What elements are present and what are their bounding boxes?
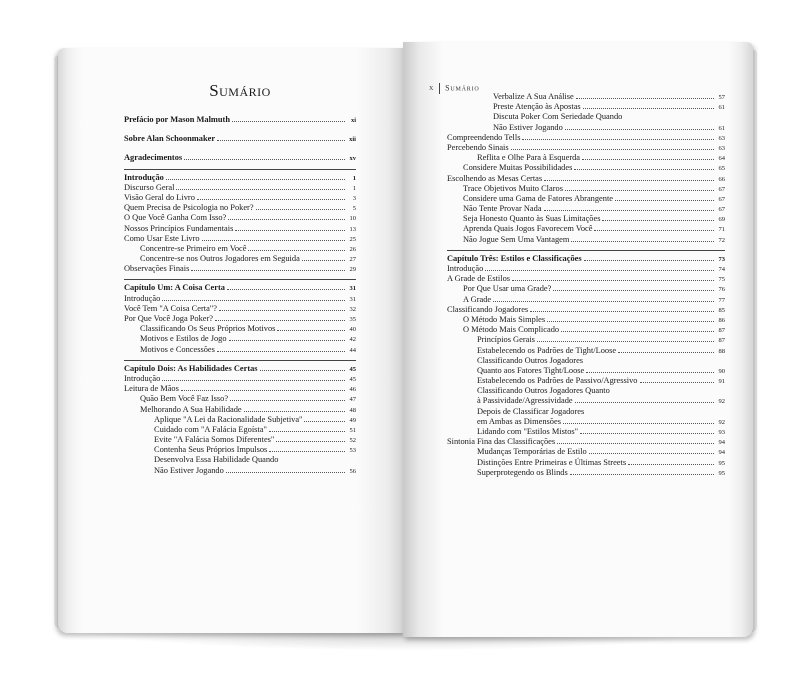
dot-leader bbox=[561, 325, 714, 332]
toc-entry-page: 64 bbox=[718, 155, 725, 163]
toc-entry-page: 87 bbox=[718, 327, 725, 335]
toc-entry bbox=[124, 294, 356, 304]
toc-entry bbox=[447, 274, 725, 284]
toc-entry-page: 48 bbox=[349, 406, 356, 414]
toc-entry bbox=[124, 244, 356, 254]
toc-entry-title: Estabelecendo os Padrões de Passivo/Agressivo bbox=[477, 376, 638, 386]
toc-entry bbox=[447, 366, 725, 376]
dot-leader bbox=[511, 143, 714, 150]
toc-entry-title: Melhorando A Sua Habilidade bbox=[140, 404, 242, 414]
toc-entry bbox=[124, 283, 356, 293]
dot-leader bbox=[217, 134, 345, 141]
toc-entry bbox=[447, 153, 725, 163]
toc-list-left bbox=[124, 115, 356, 476]
toc-entry-page: 32 bbox=[349, 305, 356, 313]
toc-entry-page: 31 bbox=[349, 295, 356, 303]
toc-entry-page: 44 bbox=[349, 346, 356, 354]
toc-entry bbox=[447, 325, 725, 335]
dot-leader bbox=[584, 254, 714, 261]
toc-entry bbox=[124, 314, 356, 324]
toc-entry bbox=[447, 224, 725, 234]
toc-entry-title: Aplique "A Lei da Racionalidade Subjetiva" bbox=[154, 414, 303, 424]
toc-entry bbox=[447, 264, 725, 274]
toc-entry bbox=[124, 345, 356, 355]
toc-entry bbox=[124, 173, 356, 183]
toc-entry bbox=[124, 334, 356, 344]
running-head-title: Sumário bbox=[445, 83, 480, 93]
toc-entry bbox=[447, 102, 725, 112]
toc-entry-title: Prefácio por Mason Malmuth bbox=[124, 115, 230, 124]
section-rule bbox=[124, 279, 356, 280]
toc-entry-page: 27 bbox=[349, 256, 356, 264]
toc-entry-page: 1 bbox=[352, 184, 356, 192]
toc-entry-page: 73 bbox=[718, 255, 725, 263]
toc-entry-page: 45 bbox=[349, 375, 356, 383]
dot-leader bbox=[530, 305, 714, 312]
dot-leader bbox=[594, 224, 714, 231]
toc-entry-title: Desenvolva Essa Habilidade Quando bbox=[154, 455, 279, 465]
toc-entry bbox=[124, 394, 356, 404]
toc-entry-title: Classificando Outros Jogadores bbox=[477, 355, 584, 365]
toc-entry-title: Considere uma Gama de Fatores Abrangente bbox=[463, 193, 614, 203]
toc-entry-title: Depois de Classificar Jogadores bbox=[477, 406, 585, 416]
toc-entry bbox=[447, 346, 725, 356]
dot-leader bbox=[235, 224, 345, 231]
toc-entry-title: Classificando Outros Jogadores Quanto bbox=[477, 386, 610, 396]
toc-entry-title: Verbalize A Sua Análise bbox=[493, 92, 574, 101]
toc-entry bbox=[447, 427, 725, 437]
dot-leader bbox=[640, 376, 715, 383]
toc-entry-title: Concentre-se Primeiro em Você bbox=[140, 243, 247, 253]
toc-entry-title: Capítulo Três: Estilos e Classificações bbox=[447, 253, 582, 263]
toc-entry bbox=[447, 376, 725, 386]
toc-entry-title: Leitura de Mãos bbox=[124, 384, 179, 394]
dot-leader bbox=[618, 346, 714, 353]
toc-entry-page: 86 bbox=[718, 316, 725, 324]
toc-entry-title: Trace Objetivos Muito Claros bbox=[463, 183, 563, 193]
dot-leader bbox=[485, 264, 714, 271]
toc-entry-title: Discuta Poker Com Seriedade Quando bbox=[493, 112, 623, 122]
toc-entry-title: Superprotegendo os Blinds bbox=[477, 467, 568, 477]
toc-entry bbox=[124, 153, 356, 163]
toc-entry bbox=[124, 115, 356, 125]
toc-entry-page: 63 bbox=[718, 134, 725, 142]
toc-entry bbox=[124, 203, 356, 213]
toc-entry bbox=[447, 386, 725, 396]
section-rule bbox=[447, 250, 725, 251]
toc-entry-page: 52 bbox=[349, 437, 356, 445]
toc-entry bbox=[447, 133, 725, 143]
toc-entry bbox=[447, 284, 725, 294]
toc-entry-page: 31 bbox=[349, 285, 356, 293]
toc-entry-title: Não Jogue Sem Uma Vantagem bbox=[463, 234, 570, 244]
toc-entry-page: 3 bbox=[352, 194, 356, 202]
toc-entry bbox=[447, 194, 725, 204]
running-head-divider bbox=[439, 83, 440, 94]
dot-leader bbox=[547, 315, 714, 322]
toc-entry bbox=[447, 92, 725, 102]
dot-leader bbox=[544, 204, 714, 211]
toc-entry-title: Não Tente Provar Nada bbox=[463, 204, 542, 214]
toc-entry-title: Escolhendo as Mesas Certas bbox=[447, 173, 543, 183]
dot-leader bbox=[589, 447, 714, 454]
toc-entry-page: 56 bbox=[349, 467, 356, 475]
page-title: Sumário bbox=[209, 81, 271, 100]
toc-entry-title: Introdução bbox=[124, 373, 161, 383]
toc-entry-page: 93 bbox=[718, 429, 725, 436]
dot-leader bbox=[197, 193, 345, 200]
dot-leader bbox=[176, 183, 345, 190]
dot-leader bbox=[227, 283, 345, 290]
toc-entry-page: 13 bbox=[349, 225, 356, 233]
section-rule bbox=[124, 360, 356, 361]
dot-leader bbox=[228, 213, 345, 220]
toc-entry-page: 88 bbox=[718, 347, 725, 355]
toc-entry-title: Visão Geral do Livro bbox=[124, 192, 195, 202]
toc-entry bbox=[447, 407, 725, 417]
dot-leader bbox=[191, 264, 345, 271]
dot-leader bbox=[166, 173, 345, 180]
toc-entry-title: em Ambas as Dimensões bbox=[477, 416, 561, 426]
toc-entry-page: 45 bbox=[349, 365, 356, 373]
dot-leader bbox=[256, 203, 345, 210]
toc-entry bbox=[447, 295, 725, 305]
toc-entry-page: 49 bbox=[349, 416, 356, 424]
toc-entry bbox=[447, 335, 725, 345]
toc-entry-title: Sintonia Fina das Classificações bbox=[447, 437, 556, 447]
toc-entry-page: 61 bbox=[718, 124, 725, 132]
toc-entry bbox=[124, 134, 356, 144]
dot-leader bbox=[215, 314, 345, 321]
dot-leader bbox=[522, 133, 714, 140]
dot-leader bbox=[304, 415, 345, 422]
toc-entry-title: Contenha Seus Próprios Impulsos bbox=[154, 445, 268, 455]
toc-entry bbox=[124, 213, 356, 223]
toc-entry bbox=[447, 254, 725, 264]
toc-entry-title: Motivos e Estilos de Jogo bbox=[140, 334, 227, 344]
dot-leader bbox=[493, 295, 714, 302]
toc-entry-page: 90 bbox=[718, 367, 725, 375]
toc-entry-title: Discurso Geral bbox=[124, 182, 175, 192]
toc-entry-page: 47 bbox=[349, 396, 356, 404]
toc-entry-title: Quão Bem Você Faz Isso? bbox=[140, 394, 229, 404]
toc-entry-page: 66 bbox=[718, 175, 725, 183]
toc-entry bbox=[124, 425, 356, 435]
toc-entry bbox=[447, 305, 725, 315]
toc-entry bbox=[124, 364, 356, 374]
toc-entry-title: Não Estiver Jogando bbox=[493, 122, 563, 132]
toc-entry bbox=[124, 304, 356, 314]
toc-entry-page: 53 bbox=[349, 447, 356, 455]
toc-entry-page: 61 bbox=[718, 104, 725, 112]
toc-entry bbox=[447, 468, 725, 478]
toc-entry-title: Aprenda Quais Jogos Favorecem Você bbox=[463, 224, 593, 234]
section-rule bbox=[124, 169, 356, 170]
dot-leader bbox=[162, 294, 345, 301]
toc-entry-page: 72 bbox=[718, 236, 725, 244]
toc-entry-page: xi bbox=[350, 117, 356, 124]
dot-leader bbox=[269, 445, 345, 452]
toc-entry-page: 76 bbox=[718, 286, 725, 294]
toc-entry-page: 77 bbox=[718, 296, 725, 304]
dot-leader bbox=[583, 102, 714, 109]
toc-entry-page: 46 bbox=[349, 386, 356, 394]
left-page bbox=[58, 48, 406, 633]
left-toc bbox=[124, 82, 356, 476]
toc-entry bbox=[124, 435, 356, 445]
dot-leader bbox=[602, 214, 714, 221]
dot-leader bbox=[586, 366, 714, 373]
dot-leader bbox=[276, 435, 345, 442]
toc-entry-title: Quem Precisa de Psicologia no Poker? bbox=[124, 203, 254, 213]
toc-entry-title: Lidando com "Estilos Mistos" bbox=[477, 427, 579, 436]
toc-entry-page: 92 bbox=[718, 418, 725, 426]
toc-entry-page: 95 bbox=[718, 459, 725, 467]
toc-entry-page: 26 bbox=[349, 245, 356, 253]
toc-entry-page: 69 bbox=[718, 216, 725, 224]
toc-entry-title: Preste Atenção às Apostas bbox=[493, 102, 581, 112]
toc-entry-page: 65 bbox=[718, 165, 725, 173]
toc-entry-page: 71 bbox=[718, 226, 725, 234]
toc-entry-title: Classificando Os Seus Próprios Motivos bbox=[140, 324, 276, 334]
toc-entry bbox=[124, 254, 356, 264]
toc-entry-title: Considere Muitas Possibilidades bbox=[463, 163, 573, 173]
toc-entry-page: 35 bbox=[349, 316, 356, 323]
dot-leader bbox=[582, 153, 714, 160]
dot-leader bbox=[244, 405, 345, 412]
toc-entry-title: à Passividade/Agressividade bbox=[477, 396, 573, 406]
toc-entry bbox=[124, 193, 356, 203]
toc-entry bbox=[124, 415, 356, 425]
toc-entry-page: 95 bbox=[718, 469, 725, 477]
toc-list-right bbox=[447, 92, 725, 478]
dot-leader bbox=[553, 284, 714, 291]
toc-entry bbox=[124, 445, 356, 455]
page-number: x bbox=[429, 83, 435, 93]
toc-entry bbox=[447, 417, 725, 427]
dot-leader bbox=[232, 115, 345, 122]
toc-entry bbox=[447, 437, 725, 447]
dot-leader bbox=[574, 163, 714, 170]
dot-leader bbox=[544, 174, 714, 181]
toc-entry-title: Reflita e Olhe Para à Esquerda bbox=[477, 153, 581, 163]
toc-entry bbox=[447, 163, 725, 173]
dot-leader bbox=[217, 345, 345, 352]
toc-entry-page: 92 bbox=[718, 398, 725, 406]
dot-leader bbox=[575, 396, 714, 403]
toc-entry-title: O Método Mais Complicado bbox=[463, 325, 560, 335]
dot-leader bbox=[181, 384, 345, 391]
toc-entry bbox=[447, 204, 725, 214]
toc-entry bbox=[447, 458, 725, 468]
toc-entry-title: Estabelecendo os Padrões de Tight/Loose bbox=[477, 345, 617, 355]
toc-entry-title: O Que Você Ganha Com Isso? bbox=[124, 213, 227, 223]
toc-entry bbox=[447, 143, 725, 153]
toc-entry-title: Classificando Jogadores bbox=[447, 304, 529, 314]
dot-leader bbox=[226, 466, 345, 473]
toc-entry bbox=[447, 123, 725, 133]
toc-entry-title: Distinções Entre Primeiras e Últimas Streets bbox=[477, 457, 627, 467]
toc-entry bbox=[447, 396, 725, 406]
toc-entry-page: 75 bbox=[718, 276, 725, 284]
toc-entry-page: 25 bbox=[349, 235, 356, 243]
toc-entry bbox=[447, 315, 725, 325]
toc-entry bbox=[124, 183, 356, 193]
toc-entry-title: Cuidado com "A Falácia Egoísta" bbox=[154, 424, 267, 434]
toc-entry-page: 74 bbox=[718, 266, 725, 273]
toc-entry-title: Por Que Você Joga Poker? bbox=[124, 314, 214, 323]
dot-leader bbox=[537, 335, 714, 342]
toc-entry-page: 67 bbox=[718, 195, 725, 203]
toc-entry bbox=[124, 405, 356, 415]
toc-entry bbox=[447, 174, 725, 184]
toc-entry-title: Não Estiver Jogando bbox=[154, 465, 224, 475]
toc-entry-page: 85 bbox=[718, 306, 725, 314]
dot-leader bbox=[162, 374, 345, 381]
toc-entry-title: Princípios Gerais bbox=[477, 335, 535, 345]
toc-entry-title: Introdução bbox=[124, 172, 164, 182]
toc-entry bbox=[447, 235, 725, 245]
toc-entry-title: O Método Mais Simples bbox=[463, 314, 546, 324]
toc-entry-page: xii bbox=[349, 136, 356, 144]
toc-entry-title: Você Tem "A Coisa Certa"? bbox=[124, 303, 217, 313]
dot-leader bbox=[628, 458, 714, 465]
dot-leader bbox=[248, 244, 345, 251]
toc-entry-title: A Grade bbox=[463, 294, 492, 304]
dot-leader bbox=[260, 364, 345, 371]
toc-entry-page: 1 bbox=[352, 174, 356, 182]
toc-entry-page: 5 bbox=[352, 205, 356, 213]
toc-entry-title: Agradecimentos bbox=[124, 153, 183, 163]
toc-entry bbox=[124, 224, 356, 234]
toc-entry-title: Percebendo Sinais bbox=[447, 142, 509, 152]
toc-entry-page: 51 bbox=[349, 426, 356, 434]
dot-leader bbox=[184, 153, 345, 160]
dot-leader bbox=[565, 184, 714, 191]
toc-entry-title: Mudanças Temporárias de Estilo bbox=[477, 447, 587, 457]
toc-entry-page: 94 bbox=[718, 439, 725, 447]
toc-entry-title: Nossos Princípios Fundamentais bbox=[124, 223, 234, 233]
toc-entry-page: 57 bbox=[718, 94, 725, 101]
toc-entry bbox=[447, 184, 725, 194]
dot-leader bbox=[557, 437, 714, 444]
toc-entry bbox=[124, 455, 356, 465]
dot-leader bbox=[580, 427, 714, 434]
toc-entry bbox=[447, 214, 725, 224]
toc-entry-page: 29 bbox=[349, 266, 356, 274]
toc-entry bbox=[447, 356, 725, 366]
toc-entry-title: Como Usar Este Livro bbox=[124, 233, 200, 243]
dot-leader bbox=[302, 254, 345, 261]
toc-entry-title: Quanto aos Fatores Tight/Loose bbox=[477, 365, 585, 375]
right-toc bbox=[447, 92, 725, 478]
dot-leader bbox=[570, 468, 714, 475]
toc-entry bbox=[124, 374, 356, 384]
toc-entry-title: Introdução bbox=[447, 264, 484, 273]
dot-leader bbox=[565, 123, 714, 130]
toc-entry-title: Capítulo Um: A Coisa Certa bbox=[124, 283, 225, 293]
dot-leader bbox=[512, 274, 714, 281]
toc-entry bbox=[124, 466, 356, 476]
dot-leader bbox=[230, 394, 345, 401]
toc-entry-title: Por Que Usar uma Grade? bbox=[463, 284, 552, 294]
toc-entry-page: 63 bbox=[718, 144, 725, 152]
toc-entry bbox=[124, 264, 356, 274]
toc-entry bbox=[124, 324, 356, 334]
toc-entry-title: A Grade de Estilos bbox=[447, 274, 511, 284]
toc-entry-page: 67 bbox=[718, 206, 725, 214]
toc-entry-title: Sobre Alan Schoonmaker bbox=[124, 134, 216, 144]
toc-entry-title: Introdução bbox=[124, 293, 161, 303]
toc-entry-title: Compreendendo Tells bbox=[447, 132, 521, 142]
toc-entry-page: 91 bbox=[718, 378, 725, 386]
dot-leader bbox=[563, 417, 714, 424]
dot-leader bbox=[277, 324, 345, 331]
toc-entry-title: Observações Finais bbox=[124, 264, 190, 274]
toc-entry-title: Concentre-se nos Outros Jogadores em Seguida bbox=[140, 254, 300, 264]
dot-leader bbox=[219, 304, 345, 311]
dot-leader bbox=[615, 194, 714, 201]
toc-entry-page: 94 bbox=[718, 449, 725, 457]
toc-entry bbox=[124, 234, 356, 244]
dot-leader bbox=[269, 425, 345, 432]
toc-entry-title: Evite "A Falácia Somos Diferentes" bbox=[154, 435, 275, 445]
dot-leader bbox=[576, 92, 714, 99]
dot-leader bbox=[229, 334, 345, 341]
toc-entry-page: 40 bbox=[349, 326, 356, 334]
toc-entry-title: Motivos e Concessões bbox=[140, 344, 215, 354]
toc-entry bbox=[124, 384, 356, 394]
toc-entry bbox=[447, 112, 725, 122]
toc-entry bbox=[447, 447, 725, 457]
right-page bbox=[403, 42, 753, 637]
dot-leader bbox=[202, 234, 345, 241]
toc-entry-page: 87 bbox=[718, 337, 725, 345]
toc-entry-page: 42 bbox=[349, 336, 356, 344]
toc-entry-page: 10 bbox=[349, 215, 356, 223]
dot-leader bbox=[571, 235, 714, 242]
toc-entry-title: Capítulo Dois: As Habilidades Certas bbox=[124, 363, 258, 373]
toc-entry-page: 67 bbox=[718, 185, 725, 193]
toc-entry-page: xv bbox=[349, 155, 356, 163]
toc-entry-title: Seja Honesto Quanto às Suas Limitações bbox=[463, 214, 601, 224]
